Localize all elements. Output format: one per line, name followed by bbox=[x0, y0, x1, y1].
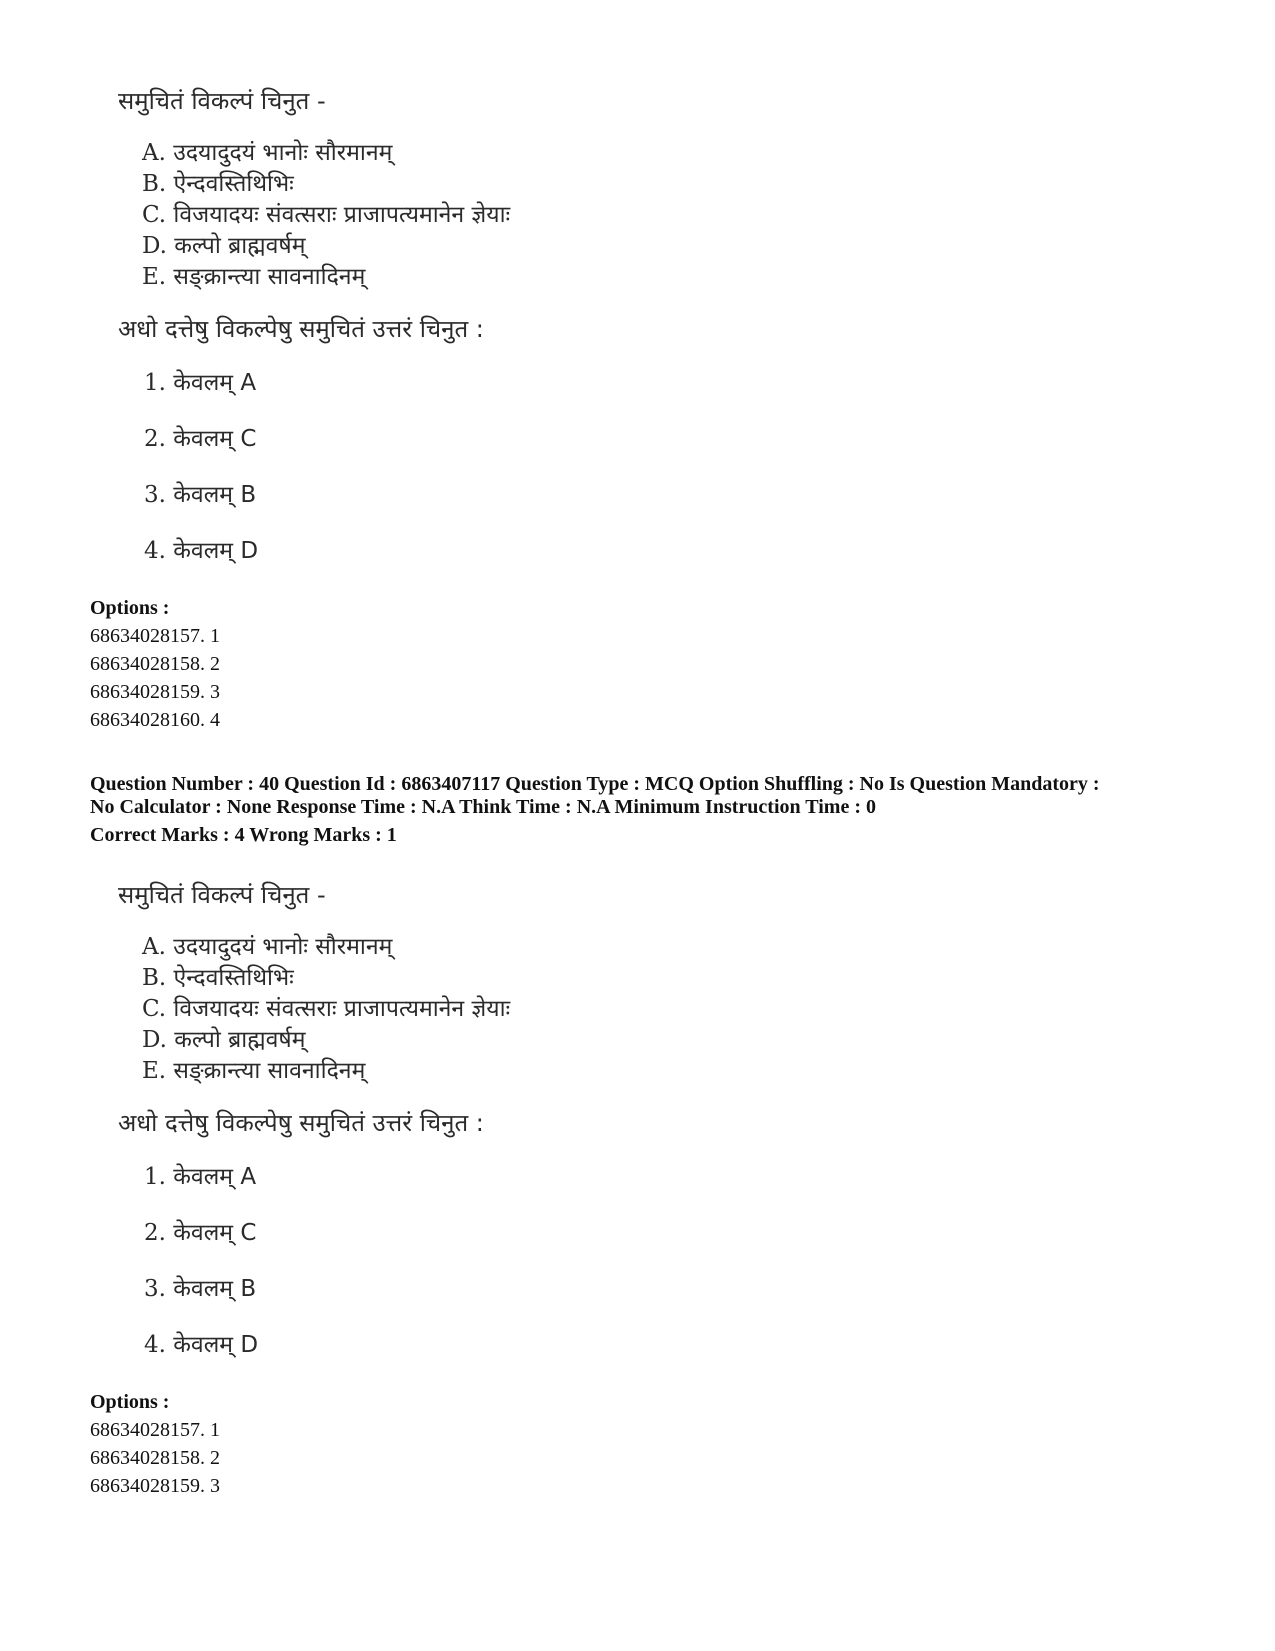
choice-item: 2. केवलम् C bbox=[144, 426, 257, 452]
options-label: Options : bbox=[90, 1391, 170, 1413]
question-40-body bbox=[118, 874, 818, 1374]
statement-item: A. उदयादुदयं भानोः सौरमानम् bbox=[142, 140, 393, 166]
option-item: 68634028157. 1 bbox=[90, 1419, 220, 1441]
question-meta bbox=[90, 773, 1190, 819]
statement-item: B. ऐन्दवस्तिथिभिः bbox=[142, 965, 294, 991]
statement-item: C. विजयादयः संवत्सराः प्राजापत्यमानेन ज्ञेयाः bbox=[142, 202, 511, 228]
option-item: 68634028157. 1 bbox=[90, 625, 220, 647]
choice-item: 4. केवलम् D bbox=[144, 1332, 259, 1358]
question-marks: Correct Marks : 4 Wrong Marks : 1 bbox=[90, 824, 397, 846]
choice-item: 4. केवलम् D bbox=[144, 538, 259, 564]
option-item: 68634028160. 4 bbox=[90, 709, 220, 731]
statement-item: E. सङ्क्रान्त्या सावनादिनम् bbox=[142, 1058, 366, 1084]
question-title: समुचितं विकल्पं चिनुत - bbox=[118, 87, 326, 115]
question-meta-line: Question Number : 40 Question Id : 6863407117 Question Type : MCQ Option Shuffling : No Is Question Mandatory : bbox=[90, 773, 1100, 795]
choice-item: 3. केवलम् B bbox=[144, 482, 257, 508]
question-meta-line: No Calculator : None Response Time : N.A Think Time : N.A Minimum Instruction Time : 0 bbox=[90, 796, 876, 818]
statement-item: D. कल्पो ब्राह्मवर्षम् bbox=[142, 1027, 306, 1053]
option-list bbox=[90, 622, 220, 734]
choice-item: 1. केवलम् A bbox=[144, 370, 257, 396]
option-list bbox=[90, 1416, 220, 1500]
statement-item: A. उदयादुदयं भानोः सौरमानम् bbox=[142, 934, 393, 960]
statement-item: E. सङ्क्रान्त्या सावनादिनम् bbox=[142, 264, 366, 290]
statement-item: D. कल्पो ब्राह्मवर्षम् bbox=[142, 233, 306, 259]
option-item: 68634028159. 3 bbox=[90, 1475, 220, 1497]
statement-list bbox=[142, 932, 510, 1087]
statement-item: C. विजयादयः संवत्सराः प्राजापत्यमानेन ज्ञेयाः bbox=[142, 996, 511, 1022]
choice-item: 2. केवलम् C bbox=[144, 1220, 257, 1246]
statement-item: B. ऐन्दवस्तिथिभिः bbox=[142, 171, 294, 197]
question-instruction: अधो दत्तेषु विकल्पेषु समुचितं उत्तरं चिनुत : bbox=[118, 1109, 484, 1137]
option-item: 68634028159. 3 bbox=[90, 681, 220, 703]
option-item: 68634028158. 2 bbox=[90, 1447, 220, 1469]
choice-list bbox=[144, 1162, 258, 1386]
question-39-body bbox=[118, 80, 818, 580]
question-instruction: अधो दत्तेषु विकल्पेषु समुचितं उत्तरं चिनुत : bbox=[118, 315, 484, 343]
choice-item: 1. केवलम् A bbox=[144, 1164, 257, 1190]
options-label: Options : bbox=[90, 597, 170, 619]
question-title: समुचितं विकल्पं चिनुत - bbox=[118, 881, 326, 909]
statement-list bbox=[142, 138, 510, 293]
choice-list bbox=[144, 368, 258, 592]
option-item: 68634028158. 2 bbox=[90, 653, 220, 675]
choice-item: 3. केवलम् B bbox=[144, 1276, 257, 1302]
